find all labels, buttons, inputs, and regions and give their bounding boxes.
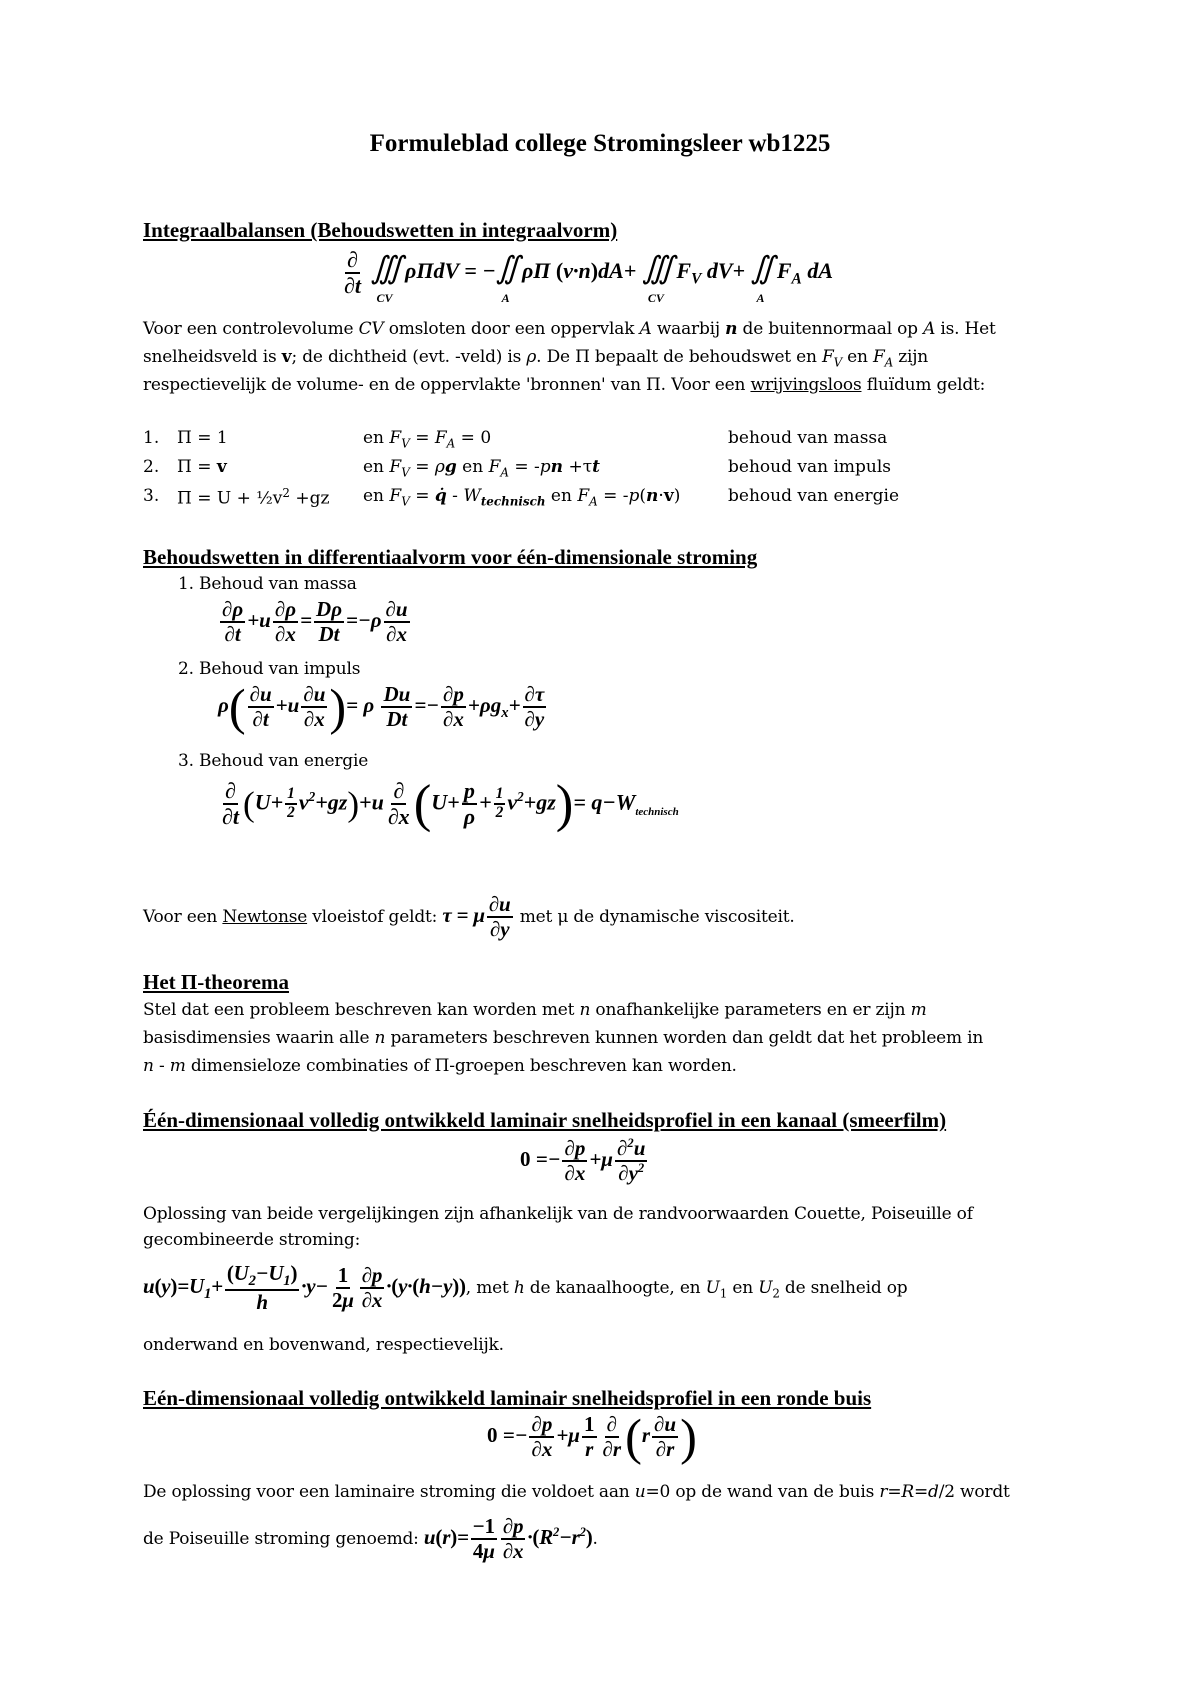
item-momentum-conservation: 2. Behoud van impuls xyxy=(178,659,361,679)
channel-paragraph-line-3: onderwand en bovenwand, respectievelijk. xyxy=(143,1335,504,1355)
heading-pi-theorem: Het Π-theorema xyxy=(143,970,289,994)
channel-paragraph-line-2: gecombineerde stroming: xyxy=(143,1230,361,1250)
item-mass-conservation: 1. Behoud van massa xyxy=(178,574,357,594)
heading-channel-profile: Één-dimensionaal volledig ontwikkeld laminair snelheidsprofiel in een kanaal (smeerfilm) xyxy=(143,1108,947,1132)
pipe-poiseuille-line: de Poiseuille stroming genoemd: u(r)= $\frac{-1}{4\mu}$ $\frac{\partial p}{\partial x}$ $\cdot(R^2-r^2)$. xyxy=(143,1514,598,1564)
item-energy-conservation: 3. Behoud van energie xyxy=(178,751,369,771)
formula-sheet-page: Formuleblad college Stromingsleer wb1225 Integraalbalansen (Behoudswetten in integraalvorm) $\frac{\partial}{\partial t}$ ∭ CV ρΠdV = −∬ A ρΠ (v·n)dA+ ∭ CV $F_V$ dV+ ∬ A $F_A$ dA Voor een controlevolume CV omsloten door een oppervlak A waarbij n de buitennormaal op A is. Het snelheidsveld is v; de dichtheid (evt. -veld) is ρ. De Π bepaalt de behoudswet en $F_V$ en $F_A$ zijn respectievelijk de volume- en de oppervlakte 'bronnen' van Π. Voor een wrijvingsloos fluïdum geldt: 1. Π = 1 en $F_V = F_A = 0$ behoud van massa 2. Π = v en $F_V = \rho g$ en $F_A = -pn +\tau t$ behoud van impuls 3. $\Pi = U + \frac{1}{2}v^2 +gz$ en $F_V$ = q̇ - $W_{technisch}$ en $F_A = -p(n\cdot v)$ behoud van energie Behoudswetten in differentiaalvorm voor één-dimensionale stroming 1. Behoud van massa $\frac{\partial\rho}{\partial t}$ +u $\frac{\partial\rho}{\partial x}$ = $\frac{D\rho}{Dt}$ =−ρ $\frac{\partial u}{\partial x}$ 2. Behoud van impuls ρ( $\frac{\partial u}{\partial t}$ +u $\frac{\partial u}{\partial x}$ )= ρ $\frac{Du}{Dt}$ =− $\frac{\partial p}{\partial x}$ $+\rho g_x+$ $\frac{\partial\tau}{\partial y}$ 3. Behoud van energie $\frac{\partial}{\partial t}$ (U+ $\frac{1}{2}$ $v^2+gz)+u$ $\frac{\partial}{\partial x}$ (U+ $\frac{p}{\rho}$ + $\frac{1}{2}$ $v^2+gz)= q-W_{technisch}$ Voor een Newtonse vloeistof geldt: τ = μ $\frac{\partial u}{\partial y}$ met μ de dynamische viscositeit. Het Π-theorema Stel dat een probleem beschreven kan worden met n onafhankelijke parameters en er zijn m basisdimensies waarin alle n parameters beschreven kunnen worden dan geldt dat het probleem in n - m dimensieloze combinaties of Π-groepen beschreven kan worden. Één-dimensionaal volledig ontwikkeld laminair snelheidsprofiel in een kanaal (smeerfilm) 0 =− $\frac{\partial p}{\partial x}$ +μ $\frac{\partial^2u}{\partial y^2}$ Oplossing van beide vergelijkingen zijn afhankelijk van de randvoorwaarden Couette, Poiseuille of gecombineerde stroming: $u(y)=U_1+$ $\frac{(U_2-U_1)}{h}$ ·y− $\frac{1}{2\mu}$ $\frac{\partial p}{\partial x}$ ·(y·(h−y)), met h de kanaalhoogte, en $U_1$ en $U_2$ de snelheid op onderwand en bovenwand, respectievelijk. Eén-dimensionaal volledig ontwikkeld laminair snelheidsprofiel in een ronde buis 0 =− $\frac{\partial p}{\partial x}$ +μ $\frac{1}{r}$ $\frac{\partial}{\partial r}$ (r $\frac{\partial u}{\partial r}$ ) De oplossing voor een laminaire stroming die voldoet aan u=0 op de wand van de buis r=R=d/2 wordt de Poiseuille stroming genoemd: u(r)= $\frac{-1}{4\mu}$ $\frac{\partial p}{\partial x}$ $\cdot(R^2-r^2)$. xyxy=(0,0,1200,1698)
newtonian-fluid-line: Voor een Newtonse vloeistof geldt: τ = μ $\frac{\partial u}{\partial y}$ met μ de dynamische viscositeit. xyxy=(143,892,795,942)
energy-conservation-equation: $\frac{\partial}{\partial t}$ (U+ $\frac{1}{2}$ $v^2+gz)+u$ $\frac{\partial}{\partial x}$ (U+ $\frac{p}{\rho}$ + $\frac{1}{2}$ $v^2+gz)= q-W_{technisch}$ xyxy=(222,775,679,833)
poiseuille-equation: u(r)= $\frac{-1}{4\mu}$ $\frac{\partial p}{\partial x}$ $\cdot(R^2-r^2)$ xyxy=(423,1514,593,1564)
page-title: Formuleblad college Stromingsleer wb1225 xyxy=(369,130,831,157)
integral-paragraph-line-2: snelheidsveld is v; de dichtheid (evt. -veld) is ρ. De Π bepaalt de behoudswet en $F_V$ en $F_A$ zijn xyxy=(143,347,929,370)
heading-pipe-profile: Eén-dimensionaal volledig ontwikkeld laminair snelheidsprofiel in een ronde buis xyxy=(143,1386,872,1410)
mass-conservation-equation: $\frac{\partial\rho}{\partial t}$ +u $\frac{\partial\rho}{\partial x}$ = $\frac{D\rho}{Dt}$ =−ρ $\frac{\partial u}{\partial x}$ xyxy=(222,597,408,647)
heading-differential-form: Behoudswetten in differentiaalvorm voor één-dimensionale stroming xyxy=(143,545,758,569)
momentum-conservation-equation: ρ( $\frac{\partial u}{\partial t}$ +u $\frac{\partial u}{\partial x}$ )= ρ $\frac{Du}{Dt}$ =− $\frac{\partial p}{\partial x}$ $+\rho g_x+$ $\frac{\partial\tau}{\partial y}$ xyxy=(218,679,545,735)
pi-theorem-line-1: Stel dat een probleem beschreven kan worden met n onafhankelijke parameters en er zijn m xyxy=(143,1000,927,1020)
channel-momentum-equation: 0 =− $\frac{\partial p}{\partial x}$ +μ $\frac{\partial^2u}{\partial y^2}$ xyxy=(520,1136,646,1186)
channel-velocity-line: $u(y)=U_1+$ $\frac{(U_2-U_1)}{h}$ ·y− $\frac{1}{2\mu}$ $\frac{\partial p}{\partial x}$ ·(y·(h−y)), met h de kanaalhoogte, en $U_1$ en $U_2$ de snelheid op xyxy=(143,1261,908,1315)
channel-paragraph-line-1: Oplossing van beide vergelijkingen zijn afhankelijk van de randvoorwaarden Couette, Poiseuille of xyxy=(143,1204,973,1224)
pi-theorem-line-3: n - m dimensieloze combinaties of Π-groepen beschreven kan worden. xyxy=(143,1056,737,1076)
heading-integral-balances: Integraalbalansen (Behoudswetten in integraalvorm) xyxy=(143,218,618,242)
integral-paragraph-line-1: Voor een controlevolume CV omsloten door een oppervlak A waarbij n de buitennormaal op A is. Het xyxy=(143,319,996,339)
integral-balance-equation: $\frac{\partial}{\partial t}$ ∭ CV ρΠdV = −∬ A ρΠ (v·n)dA+ ∭ CV $F_V$ dV+ ∬ A $F_A$ dA xyxy=(344,247,833,306)
pipe-paragraph-line-1: De oplossing voor een laminaire stroming die voldoet aan u=0 op de wand van de buis r=R=d/2 wordt xyxy=(143,1482,1010,1502)
channel-velocity-equation: $u(y)=U_1+$ $\frac{(U_2-U_1)}{h}$ ·y− $\frac{1}{2\mu}$ $\frac{\partial p}{\partial x}$ ·(y·(h−y)) xyxy=(143,1261,466,1315)
pi-theorem-line-2: basisdimensies waarin alle n parameters beschreven kunnen worden dan geldt dat het probleem in xyxy=(143,1028,984,1048)
newtonian-shear-equation: τ = μ $\frac{\partial u}{\partial y}$ xyxy=(442,892,511,942)
pipe-momentum-equation: 0 =− $\frac{\partial p}{\partial x}$ +μ $\frac{1}{r}$ $\frac{\partial}{\partial r}$ (r $\frac{\partial u}{\partial r}$ ) xyxy=(487,1409,697,1465)
integral-paragraph-line-3: respectievelijk de volume- en de oppervlakte 'bronnen' van Π. Voor een wrijvingsloos fluïdum geldt: xyxy=(143,375,986,395)
